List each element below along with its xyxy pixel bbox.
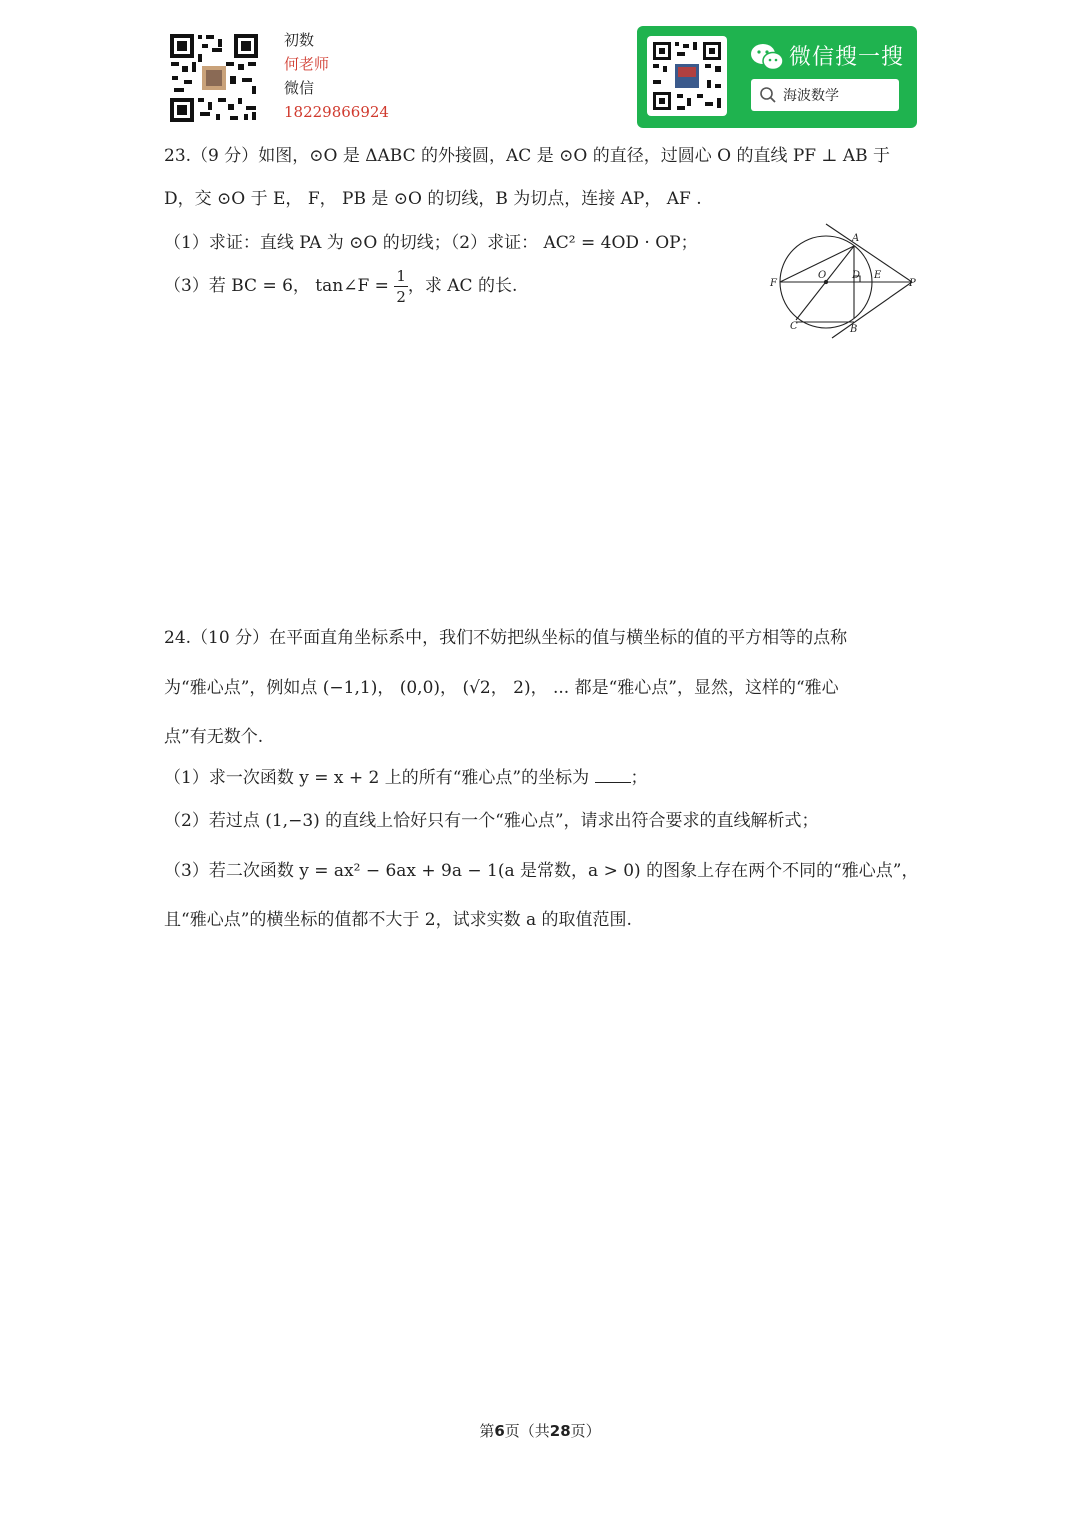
contact-info — [284, 28, 389, 124]
q23-line-2: D，交 ⊙O 于 E， F， PB 是 ⊙O 的切线，B 为切点，连接 AP， AF . — [164, 189, 702, 209]
q24-part-3b: 且“雅心点”的横坐标的值都不大于 2，试求实数 a 的取值范围. — [164, 910, 632, 930]
q23-line-4 — [164, 266, 517, 307]
q24-line-1: 24.（10 分）在平面直角坐标系中，我们不妨把纵坐标的值与横坐标的值的平方相等的点称 — [164, 628, 848, 648]
q24-part-1: （1）求一次函数 y = x + 2 上的所有“雅心点”的坐标为 ； — [164, 768, 648, 788]
geometry-figure — [766, 222, 926, 340]
label-d: D — [852, 270, 861, 281]
q24-part-2: （2）若过点 (1,−3) 的直线上恰好只有一个“雅心点”，请求出符合要求的直线解析式； — [164, 811, 819, 831]
answer-blank — [595, 768, 631, 783]
contact-line-2: 何老师 — [284, 55, 330, 73]
label-a: A — [852, 233, 860, 244]
wechat-search-title: 微信搜一搜 — [789, 45, 905, 70]
q23-part3-tail: ，求 AC 的长. — [407, 276, 518, 296]
label-b: B — [850, 324, 858, 335]
wechat-search-box — [751, 79, 899, 111]
label-e: E — [874, 270, 882, 281]
q24-line-3: 点”有无数个. — [164, 727, 264, 747]
q23-line-3: （1）求证：直线 PA 为 ⊙O 的切线；（2）求证： AC² = 4OD · OP； — [164, 233, 698, 253]
page-footer: 第6页（共28页） — [479, 1422, 601, 1440]
qr-code-image — [168, 32, 260, 124]
label-f: F — [770, 278, 777, 289]
wechat-search-banner — [637, 26, 917, 128]
banner-qr-code — [647, 36, 727, 116]
label-p: P — [909, 278, 916, 289]
q23-line-1: 23.（9 分）如图，⊙O 是 ΔABC 的外接圆，AC 是 ⊙O 的直径，过圆心 O 的直线 PF ⊥ AB 于 — [164, 146, 891, 166]
label-c: C — [790, 321, 798, 332]
search-query-text: 海波数学 — [783, 88, 839, 104]
q23-part3-text: （3）若 BC = 6， tan∠F = — [164, 276, 395, 296]
contact-phone: 18229866924 — [284, 103, 389, 121]
q24-line-2: 为“雅心点”，例如点 (−1,1)， (0,0)， (√2， 2)， ... 都是“雅心点”，显然，这样的“雅心 — [164, 678, 839, 698]
contact-line-1: 初数 — [284, 31, 315, 49]
search-icon — [759, 86, 777, 108]
page-number: 6 — [494, 1422, 505, 1440]
q24-part-3a: （3）若二次函数 y = ax² − 6ax + 9a − 1(a 是常数，a > 0) 的图象上存在两个不同的“雅心点”， — [164, 861, 919, 881]
wechat-logo-icon — [750, 42, 784, 76]
fraction-one-half: $\frac{1}{2}$ — [396, 267, 406, 306]
label-o: O — [818, 270, 827, 281]
total-pages: 28 — [549, 1422, 571, 1440]
q24-part1-text: （1）求一次函数 y = x + 2 上的所有“雅心点”的坐标为 — [164, 768, 590, 788]
contact-line-3: 微信 — [284, 79, 315, 97]
